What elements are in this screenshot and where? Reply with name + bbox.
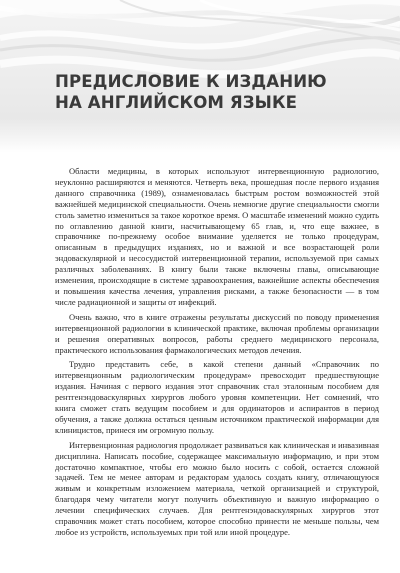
paragraph: Очень важно, что в книге отражены результаты дискуссий по поводу применения интервенционной радиологии в клинической практике, включая проблемы организации и решения оперативных вопросов, работы среднего медицинского персонала, практического использования фармакологических методов лечения.	[55, 311, 379, 355]
page-title-line-2: НА АНГЛИЙСКОМ ЯЗЫКЕ	[55, 93, 298, 112]
preface-body	[55, 166, 379, 542]
paragraph: Интервенционная радиология продолжает развиваться как клиническая и инвазивная дисциплина. Написать пособие, содержащее максимальную информацию, и при этом достаточно компактное, чтобы его можно было носить с собой, остается сложной задачей. Тем не менее авторам и редакторам удалось создать книгу, отличающуюся живым и конкретным изложением материала, четкой организацией и структурой, благодаря чему читатели могут получить объективную и важную информацию о лечении специфических случаев. Для рентгенэндоваскулярных хирургов этот справочник может стать пособием, которое способно принести не меньше пользы, чем любое из устройств, используемых при той или иной процедуре.	[55, 439, 379, 537]
page-title-line-1: ПРЕДИСЛОВИЕ К ИЗДАНИЮ	[55, 72, 327, 91]
paragraph: Области медицины, в которых используют интервенционную радиологию, неуклонно расширяются и меняются. Четверть века, прошедшая после первого издания данного справочника (1989), ознаменовалась быстрым ростом возможностей этой важнейшей медицинской специальности. Очень немногие другие специальности смогли столь заметно измениться за такое короткое время. О масштабе изменений можно судить по оглавлению данной книги, насчитывающему 65 глав, и, что еще важнее, в справочнике по-прежнему особое внимание уделяется не только процедурам, описанным в предыдущих изданиях, но и важной и все возрастающей роли эндоваскулярной и несосудистой интервенционной терапии, используемой при самых различных заболеваниях. В книгу были также включены главы, описывающие изменения, происходящие в системе здравоохранения, важнейшие аспекты обеспечения и повышения качества лечения, управления рисками, а также безопасности — в том числе радиационной и защиты от инфекций.	[55, 166, 379, 307]
page-title	[55, 71, 385, 113]
paragraph: Трудно представить себе, в какой степени данный «Справочник по интервенционным радиологическим процедурам» превосходит предшествующие издания. Начиная с первого издания этот справочник стал эталонным пособием для рентгенэндоваскулярных хирургов любого уровня компетенции. Нет сомнений, что книга сможет стать ведущим пособием и для ординаторов и аспирантов в период обучения, а также должна остаться ценным источником практической информации для клиницистов, принеся им огромную пользу.	[55, 359, 379, 435]
